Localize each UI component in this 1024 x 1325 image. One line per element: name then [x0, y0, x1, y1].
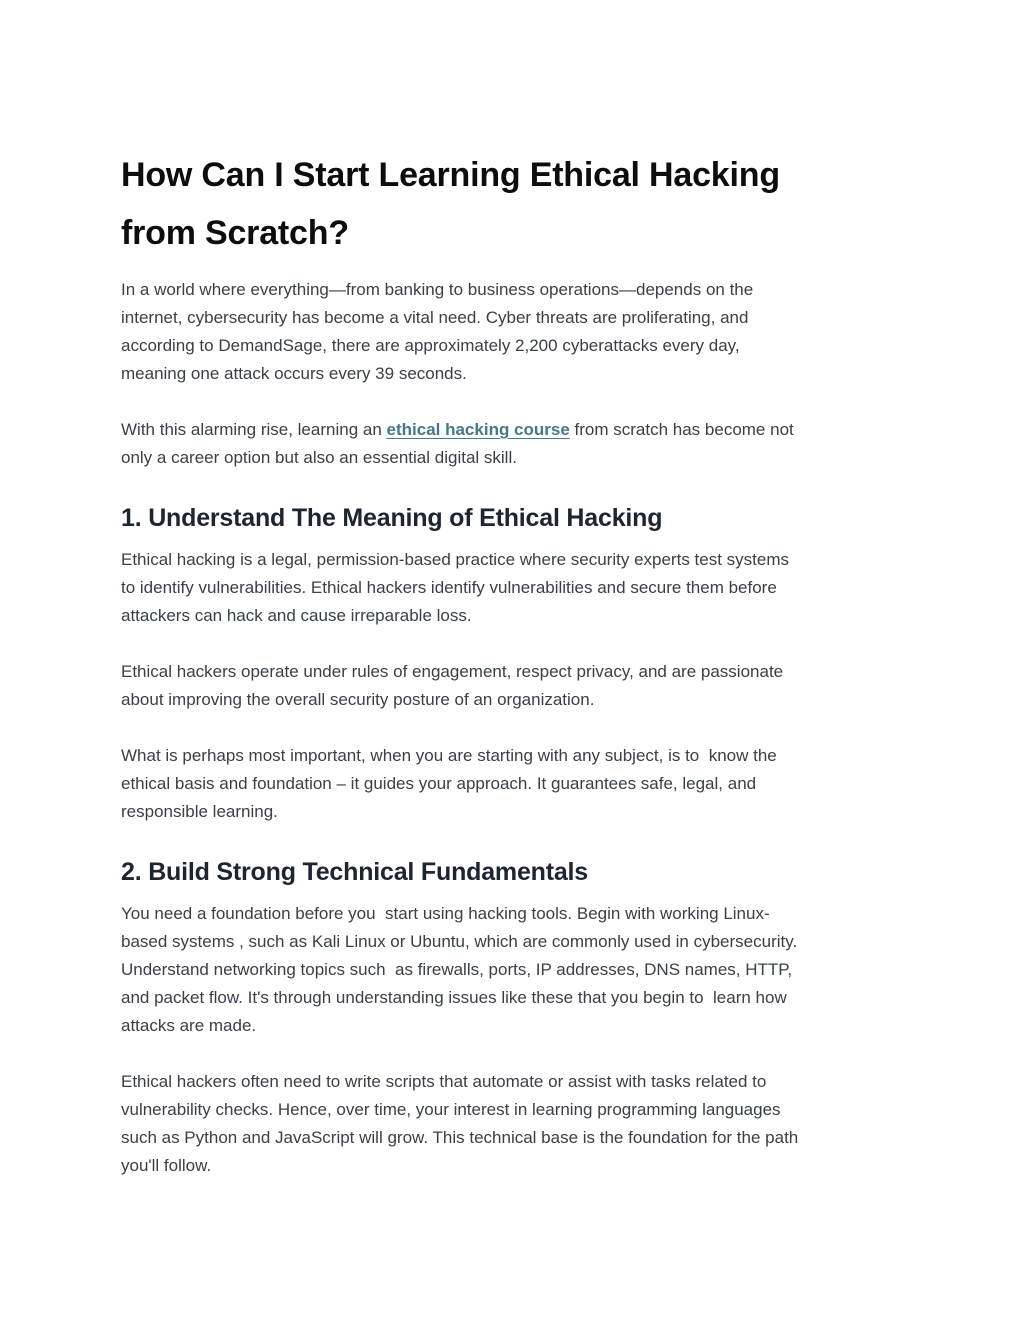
text-line: Ethical hackers operate under rules of engagement, respect privacy, and are passionate: [121, 662, 784, 681]
text-line: to identify vulnerabilities. Ethical hackers identify vulnerabilities and secure them before: [121, 578, 777, 597]
text-line: meaning one attack occurs every 39 seconds.: [121, 364, 467, 383]
text-line: responsible learning.: [121, 802, 278, 821]
section-heading-2: 2. Build Strong Technical Fundamentals: [121, 858, 588, 886]
text-line: In a world where everything—from banking to business operations—depends on the: [121, 280, 754, 299]
intro-paragraph-2: [121, 416, 921, 472]
text-line: Ethical hacking is a legal, permission-based practice where security experts test systems: [121, 550, 790, 569]
text-line: such as Python and JavaScript will grow. This technical base is the foundation for the path: [121, 1128, 799, 1147]
text-line: internet, cybersecurity has become a vital need. Cyber threats are proliferating, and: [121, 308, 749, 327]
section-2-paragraph-2: [121, 1068, 921, 1180]
text-line: Understand networking topics such as firewalls, ports, IP addresses, DNS names, HTTP,: [121, 960, 793, 979]
text-line: How Can I Start Learning Ethical Hacking: [121, 156, 780, 194]
text-line: [121, 416, 921, 444]
text-line: about improving the overall security posture of an organization.: [121, 690, 595, 709]
section-1-paragraph-2: [121, 658, 921, 714]
text-line: and packet flow. It's through understanding issues like these that you begin to learn how: [121, 988, 787, 1007]
article-content: [121, 146, 921, 1208]
section-heading-1: 1. Understand The Meaning of Ethical Hacking: [121, 504, 663, 532]
text-line: Ethical hackers often need to write scripts that automate or assist with tasks related to: [121, 1072, 767, 1091]
section-2-paragraph-1: [121, 900, 921, 1040]
text-line: You need a foundation before you start using hacking tools. Begin with working Linux-: [121, 904, 770, 923]
paragraph-text: from scratch has become not: [569, 420, 794, 439]
text-line: according to DemandSage, there are approximately 2,200 cyberattacks every day,: [121, 336, 740, 355]
text-line: What is perhaps most important, when you are starting with any subject, is to know the: [121, 746, 777, 765]
paragraph-text: With this alarming rise, learning an: [121, 420, 387, 439]
ethical-hacking-course-link[interactable]: ethical hacking course: [386, 420, 570, 439]
text-line: ethical basis and foundation – it guides your approach. It guarantees safe, legal, and: [121, 774, 757, 793]
text-line: from Scratch?: [121, 214, 349, 252]
text-line: you'll follow.: [121, 1156, 212, 1175]
text-line: attackers can hack and cause irreparable loss.: [121, 606, 472, 625]
intro-paragraph-1: [121, 276, 921, 388]
text-line: attacks are made.: [121, 1016, 257, 1035]
section-1-paragraph-1: [121, 546, 921, 630]
text-line: only a career option but also an essential digital skill.: [121, 448, 517, 467]
page-title: [121, 146, 921, 262]
text-line: vulnerability checks. Hence, over time, your interest in learning programming languages: [121, 1100, 781, 1119]
text-line: based systems , such as Kali Linux or Ubuntu, which are commonly used in cybersecurity.: [121, 932, 798, 951]
section-1-paragraph-3: [121, 742, 921, 826]
